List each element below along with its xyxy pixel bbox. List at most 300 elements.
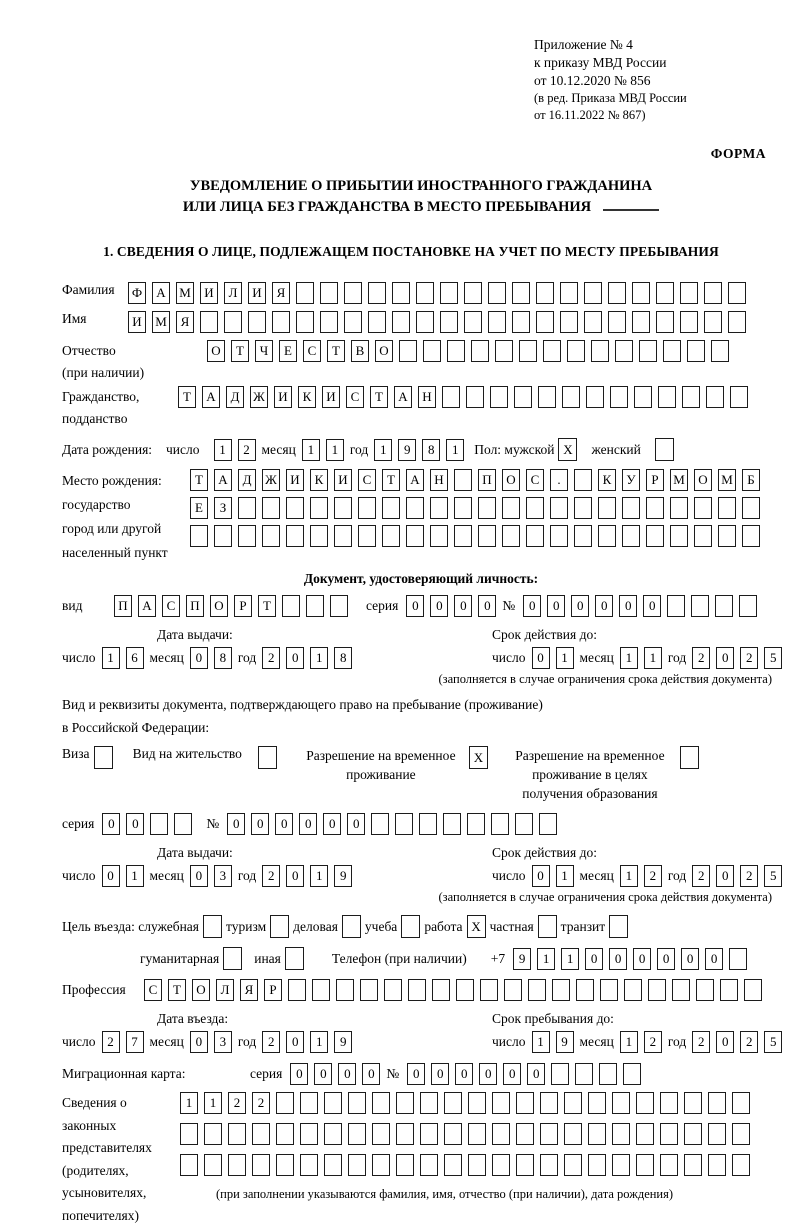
char-box[interactable] (538, 386, 556, 408)
char-box[interactable]: А (202, 386, 220, 408)
char-box[interactable] (358, 497, 376, 519)
char-box[interactable] (739, 595, 757, 617)
char-box[interactable] (214, 525, 232, 547)
char-box[interactable] (454, 469, 472, 491)
char-box[interactable] (454, 497, 472, 519)
char-box[interactable] (574, 497, 592, 519)
char-box[interactable] (588, 1154, 606, 1176)
char-box[interactable] (444, 1123, 462, 1145)
char-box[interactable]: О (192, 979, 210, 1001)
char-box[interactable]: Т (327, 340, 345, 362)
char-box[interactable]: 0 (716, 865, 734, 887)
char-box[interactable] (392, 311, 410, 333)
char-box[interactable] (706, 386, 724, 408)
char-box[interactable]: 0 (347, 813, 365, 835)
char-box[interactable] (286, 497, 304, 519)
char-box[interactable] (636, 1154, 654, 1176)
char-box[interactable]: 0 (251, 813, 269, 835)
char-box[interactable] (150, 813, 168, 835)
char-box[interactable]: Ж (250, 386, 268, 408)
char-box[interactable]: 8 (334, 647, 352, 669)
char-box[interactable] (310, 525, 328, 547)
char-box[interactable] (444, 1154, 462, 1176)
char-box[interactable] (560, 311, 578, 333)
char-box[interactable] (543, 340, 561, 362)
char-box[interactable] (732, 1092, 750, 1114)
char-box[interactable] (204, 1123, 222, 1145)
char-box[interactable] (224, 311, 242, 333)
char-box[interactable]: 0 (338, 1063, 356, 1085)
purpose-private-checkbox[interactable] (538, 915, 557, 938)
char-box[interactable]: У (622, 469, 640, 491)
char-box[interactable] (684, 1092, 702, 1114)
char-box[interactable] (382, 497, 400, 519)
purpose-transit-checkbox[interactable] (609, 915, 628, 938)
char-box[interactable] (310, 497, 328, 519)
char-box[interactable]: А (406, 469, 424, 491)
purpose-humanitarian-checkbox[interactable] (223, 947, 242, 970)
char-box[interactable]: 1 (561, 948, 579, 970)
char-box[interactable]: 0 (190, 1031, 208, 1053)
char-box[interactable]: 0 (290, 1063, 308, 1085)
char-box[interactable]: Е (279, 340, 297, 362)
char-box[interactable]: 0 (314, 1063, 332, 1085)
char-box[interactable]: М (718, 469, 736, 491)
char-box[interactable]: К (310, 469, 328, 491)
char-box[interactable] (728, 282, 746, 304)
char-box[interactable]: 0 (619, 595, 637, 617)
char-box[interactable]: 0 (595, 595, 613, 617)
char-box[interactable] (512, 282, 530, 304)
char-box[interactable]: 0 (102, 865, 120, 887)
char-box[interactable]: О (694, 469, 712, 491)
char-box[interactable]: С (346, 386, 364, 408)
char-box[interactable]: 0 (407, 1063, 425, 1085)
char-box[interactable] (562, 386, 580, 408)
char-box[interactable]: 0 (431, 1063, 449, 1085)
char-box[interactable]: С (162, 595, 180, 617)
char-box[interactable]: 1 (326, 439, 344, 461)
char-box[interactable]: 1 (620, 647, 638, 669)
char-box[interactable] (680, 311, 698, 333)
char-box[interactable]: К (298, 386, 316, 408)
char-box[interactable]: С (303, 340, 321, 362)
char-box[interactable] (646, 497, 664, 519)
char-box[interactable] (430, 497, 448, 519)
char-box[interactable]: П (186, 595, 204, 617)
char-box[interactable]: 0 (362, 1063, 380, 1085)
char-box[interactable] (252, 1123, 270, 1145)
char-box[interactable] (419, 813, 437, 835)
char-box[interactable] (612, 1092, 630, 1114)
purpose-tourism-checkbox[interactable] (270, 915, 289, 938)
char-box[interactable]: И (322, 386, 340, 408)
char-box[interactable]: 1 (310, 647, 328, 669)
char-box[interactable]: И (248, 282, 266, 304)
char-box[interactable] (396, 1092, 414, 1114)
char-box[interactable] (478, 497, 496, 519)
char-box[interactable]: 0 (532, 647, 550, 669)
char-box[interactable]: 2 (262, 865, 280, 887)
char-box[interactable] (540, 1154, 558, 1176)
char-box[interactable]: 0 (430, 595, 448, 617)
char-box[interactable]: 0 (547, 595, 565, 617)
char-box[interactable] (502, 525, 520, 547)
char-box[interactable] (300, 1092, 318, 1114)
char-box[interactable] (312, 979, 330, 1001)
char-box[interactable]: 0 (227, 813, 245, 835)
char-box[interactable] (430, 525, 448, 547)
char-box[interactable] (536, 282, 554, 304)
char-box[interactable] (663, 340, 681, 362)
char-box[interactable]: Н (418, 386, 436, 408)
char-box[interactable]: С (144, 979, 162, 1001)
char-box[interactable] (371, 813, 389, 835)
char-box[interactable] (694, 525, 712, 547)
char-box[interactable] (682, 386, 700, 408)
char-box[interactable]: 0 (716, 647, 734, 669)
char-box[interactable] (238, 497, 256, 519)
char-box[interactable] (440, 282, 458, 304)
char-box[interactable]: 0 (532, 865, 550, 887)
char-box[interactable]: 2 (740, 865, 758, 887)
char-box[interactable] (406, 525, 424, 547)
char-box[interactable] (276, 1154, 294, 1176)
char-box[interactable]: Н (430, 469, 448, 491)
char-box[interactable] (732, 1154, 750, 1176)
char-box[interactable]: Б (742, 469, 760, 491)
char-box[interactable] (512, 311, 530, 333)
char-box[interactable] (564, 1092, 582, 1114)
char-box[interactable] (639, 340, 657, 362)
char-box[interactable]: 2 (644, 1031, 662, 1053)
char-box[interactable]: 0 (454, 595, 472, 617)
char-box[interactable]: О (207, 340, 225, 362)
char-box[interactable] (344, 282, 362, 304)
char-box[interactable] (228, 1123, 246, 1145)
char-box[interactable] (348, 1092, 366, 1114)
char-box[interactable]: 1 (310, 865, 328, 887)
char-box[interactable] (480, 979, 498, 1001)
char-box[interactable] (492, 1154, 510, 1176)
char-box[interactable] (468, 1123, 486, 1145)
char-box[interactable]: Т (382, 469, 400, 491)
char-box[interactable]: Р (234, 595, 252, 617)
char-box[interactable]: 0 (585, 948, 603, 970)
char-box[interactable] (696, 979, 714, 1001)
purpose-other-checkbox[interactable] (285, 947, 304, 970)
char-box[interactable]: И (286, 469, 304, 491)
char-box[interactable] (262, 525, 280, 547)
char-box[interactable]: 1 (204, 1092, 222, 1114)
char-box[interactable] (646, 525, 664, 547)
char-box[interactable]: 5 (764, 1031, 782, 1053)
char-box[interactable] (468, 1092, 486, 1114)
char-box[interactable] (440, 311, 458, 333)
char-box[interactable]: 1 (180, 1092, 198, 1114)
char-box[interactable] (200, 311, 218, 333)
char-box[interactable] (502, 497, 520, 519)
char-box[interactable] (704, 282, 722, 304)
char-box[interactable] (612, 1154, 630, 1176)
char-box[interactable]: 1 (556, 647, 574, 669)
char-box[interactable] (276, 1123, 294, 1145)
char-box[interactable] (608, 311, 626, 333)
char-box[interactable] (622, 525, 640, 547)
char-box[interactable] (464, 282, 482, 304)
char-box[interactable]: С (358, 469, 376, 491)
char-box[interactable]: 1 (532, 1031, 550, 1053)
char-box[interactable] (622, 497, 640, 519)
char-box[interactable] (406, 497, 424, 519)
char-box[interactable] (300, 1154, 318, 1176)
char-box[interactable] (272, 311, 290, 333)
char-box[interactable] (598, 525, 616, 547)
char-box[interactable]: 0 (609, 948, 627, 970)
char-box[interactable] (691, 595, 709, 617)
char-box[interactable]: Т (168, 979, 186, 1001)
char-box[interactable]: 2 (692, 647, 710, 669)
char-box[interactable]: Т (178, 386, 196, 408)
char-box[interactable] (526, 525, 544, 547)
char-box[interactable] (708, 1092, 726, 1114)
char-box[interactable]: 2 (692, 865, 710, 887)
char-box[interactable]: 2 (740, 647, 758, 669)
char-box[interactable]: 9 (556, 1031, 574, 1053)
char-box[interactable]: 1 (556, 865, 574, 887)
char-box[interactable] (634, 386, 652, 408)
char-box[interactable] (372, 1092, 390, 1114)
char-box[interactable] (599, 1063, 617, 1085)
char-box[interactable] (660, 1092, 678, 1114)
char-box[interactable] (286, 525, 304, 547)
char-box[interactable] (720, 979, 738, 1001)
char-box[interactable]: 0 (716, 1031, 734, 1053)
char-box[interactable] (492, 1092, 510, 1114)
char-box[interactable] (615, 340, 633, 362)
char-box[interactable] (715, 595, 733, 617)
char-box[interactable] (468, 1154, 486, 1176)
char-box[interactable] (296, 311, 314, 333)
char-box[interactable]: Я (240, 979, 258, 1001)
char-box[interactable]: Т (190, 469, 208, 491)
char-box[interactable] (454, 525, 472, 547)
char-box[interactable]: О (210, 595, 228, 617)
char-box[interactable] (684, 1123, 702, 1145)
char-box[interactable]: В (351, 340, 369, 362)
char-box[interactable] (228, 1154, 246, 1176)
char-box[interactable] (660, 1154, 678, 1176)
char-box[interactable] (456, 979, 474, 1001)
char-box[interactable] (519, 340, 537, 362)
char-box[interactable]: П (114, 595, 132, 617)
char-box[interactable] (742, 497, 760, 519)
char-box[interactable] (324, 1154, 342, 1176)
char-box[interactable] (180, 1123, 198, 1145)
char-box[interactable] (648, 979, 666, 1001)
char-box[interactable] (708, 1154, 726, 1176)
char-box[interactable]: 1 (302, 439, 320, 461)
char-box[interactable]: П (478, 469, 496, 491)
char-box[interactable] (672, 979, 690, 1001)
char-box[interactable] (610, 386, 628, 408)
char-box[interactable]: О (375, 340, 393, 362)
char-box[interactable]: 0 (190, 647, 208, 669)
char-box[interactable]: 0 (455, 1063, 473, 1085)
char-box[interactable] (526, 497, 544, 519)
char-box[interactable] (488, 311, 506, 333)
char-box[interactable]: 0 (523, 595, 541, 617)
char-box[interactable]: 9 (398, 439, 416, 461)
char-box[interactable]: З (214, 497, 232, 519)
char-box[interactable]: 2 (740, 1031, 758, 1053)
char-box[interactable]: К (598, 469, 616, 491)
char-box[interactable]: 1 (374, 439, 392, 461)
char-box[interactable] (623, 1063, 641, 1085)
char-box[interactable]: 0 (102, 813, 120, 835)
char-box[interactable]: 7 (126, 1031, 144, 1053)
char-box[interactable]: Ч (255, 340, 273, 362)
char-box[interactable] (444, 1092, 462, 1114)
char-box[interactable]: Р (264, 979, 282, 1001)
char-box[interactable] (420, 1154, 438, 1176)
char-box[interactable] (296, 282, 314, 304)
char-box[interactable]: И (334, 469, 352, 491)
char-box[interactable] (584, 311, 602, 333)
char-box[interactable]: 9 (334, 1031, 352, 1053)
char-box[interactable]: А (394, 386, 412, 408)
char-box[interactable] (591, 340, 609, 362)
char-box[interactable] (320, 311, 338, 333)
char-box[interactable]: Р (646, 469, 664, 491)
char-box[interactable] (574, 525, 592, 547)
char-box[interactable]: Л (224, 282, 242, 304)
char-box[interactable] (238, 525, 256, 547)
char-box[interactable] (248, 311, 266, 333)
char-box[interactable] (320, 282, 338, 304)
char-box[interactable] (282, 595, 300, 617)
char-box[interactable]: 0 (503, 1063, 521, 1085)
char-box[interactable] (636, 1123, 654, 1145)
char-box[interactable]: Т (231, 340, 249, 362)
char-box[interactable] (516, 1123, 534, 1145)
char-box[interactable] (536, 311, 554, 333)
char-box[interactable] (667, 595, 685, 617)
char-box[interactable] (471, 340, 489, 362)
char-box[interactable] (204, 1154, 222, 1176)
char-box[interactable] (447, 340, 465, 362)
visa-checkbox[interactable] (94, 746, 113, 769)
char-box[interactable] (687, 340, 705, 362)
char-box[interactable]: 5 (764, 865, 782, 887)
char-box[interactable]: А (152, 282, 170, 304)
char-box[interactable]: 1 (310, 1031, 328, 1053)
char-box[interactable] (384, 979, 402, 1001)
char-box[interactable] (490, 386, 508, 408)
female-checkbox[interactable] (655, 438, 674, 461)
char-box[interactable]: 9 (334, 865, 352, 887)
char-box[interactable]: 0 (190, 865, 208, 887)
char-box[interactable] (396, 1123, 414, 1145)
purpose-work-checkbox[interactable]: X (467, 915, 486, 938)
char-box[interactable]: 1 (644, 647, 662, 669)
char-box[interactable] (584, 282, 602, 304)
char-box[interactable] (423, 340, 441, 362)
char-box[interactable] (336, 979, 354, 1001)
char-box[interactable] (550, 497, 568, 519)
char-box[interactable] (174, 813, 192, 835)
char-box[interactable]: 0 (286, 647, 304, 669)
char-box[interactable] (684, 1154, 702, 1176)
char-box[interactable] (382, 525, 400, 547)
char-box[interactable] (552, 979, 570, 1001)
char-box[interactable] (495, 340, 513, 362)
char-box[interactable] (324, 1123, 342, 1145)
char-box[interactable] (660, 1123, 678, 1145)
char-box[interactable] (680, 282, 698, 304)
char-box[interactable]: И (274, 386, 292, 408)
char-box[interactable] (528, 979, 546, 1001)
char-box[interactable]: 0 (643, 595, 661, 617)
char-box[interactable]: Ф (128, 282, 146, 304)
char-box[interactable]: Т (258, 595, 276, 617)
char-box[interactable] (730, 386, 748, 408)
male-checkbox[interactable]: X (558, 438, 577, 461)
char-box[interactable]: 2 (692, 1031, 710, 1053)
char-box[interactable] (443, 813, 461, 835)
char-box[interactable]: 8 (422, 439, 440, 461)
char-box[interactable]: М (670, 469, 688, 491)
char-box[interactable] (276, 1092, 294, 1114)
char-box[interactable]: 0 (286, 865, 304, 887)
char-box[interactable] (612, 1123, 630, 1145)
char-box[interactable] (324, 1092, 342, 1114)
char-box[interactable] (551, 1063, 569, 1085)
char-box[interactable]: 2 (228, 1092, 246, 1114)
char-box[interactable]: 5 (764, 647, 782, 669)
char-box[interactable] (608, 282, 626, 304)
char-box[interactable] (368, 311, 386, 333)
char-box[interactable]: Ж (262, 469, 280, 491)
purpose-business-checkbox[interactable] (342, 915, 361, 938)
char-box[interactable]: 3 (214, 1031, 232, 1053)
char-box[interactable]: 0 (478, 595, 496, 617)
char-box[interactable] (588, 1092, 606, 1114)
char-box[interactable] (358, 525, 376, 547)
char-box[interactable] (560, 282, 578, 304)
char-box[interactable]: 0 (705, 948, 723, 970)
char-box[interactable] (464, 311, 482, 333)
char-box[interactable] (395, 813, 413, 835)
char-box[interactable] (718, 525, 736, 547)
char-box[interactable]: С (526, 469, 544, 491)
char-box[interactable]: 2 (102, 1031, 120, 1053)
char-box[interactable] (408, 979, 426, 1001)
char-box[interactable] (732, 1123, 750, 1145)
char-box[interactable]: М (152, 311, 170, 333)
char-box[interactable] (492, 1123, 510, 1145)
char-box[interactable]: Д (238, 469, 256, 491)
char-box[interactable]: 8 (214, 647, 232, 669)
purpose-study-checkbox[interactable] (401, 915, 420, 938)
char-box[interactable]: 0 (657, 948, 675, 970)
char-box[interactable] (262, 497, 280, 519)
purpose-official-checkbox[interactable] (203, 915, 222, 938)
char-box[interactable] (348, 1123, 366, 1145)
char-box[interactable] (574, 469, 592, 491)
char-box[interactable]: 0 (126, 813, 144, 835)
char-box[interactable]: 2 (262, 647, 280, 669)
